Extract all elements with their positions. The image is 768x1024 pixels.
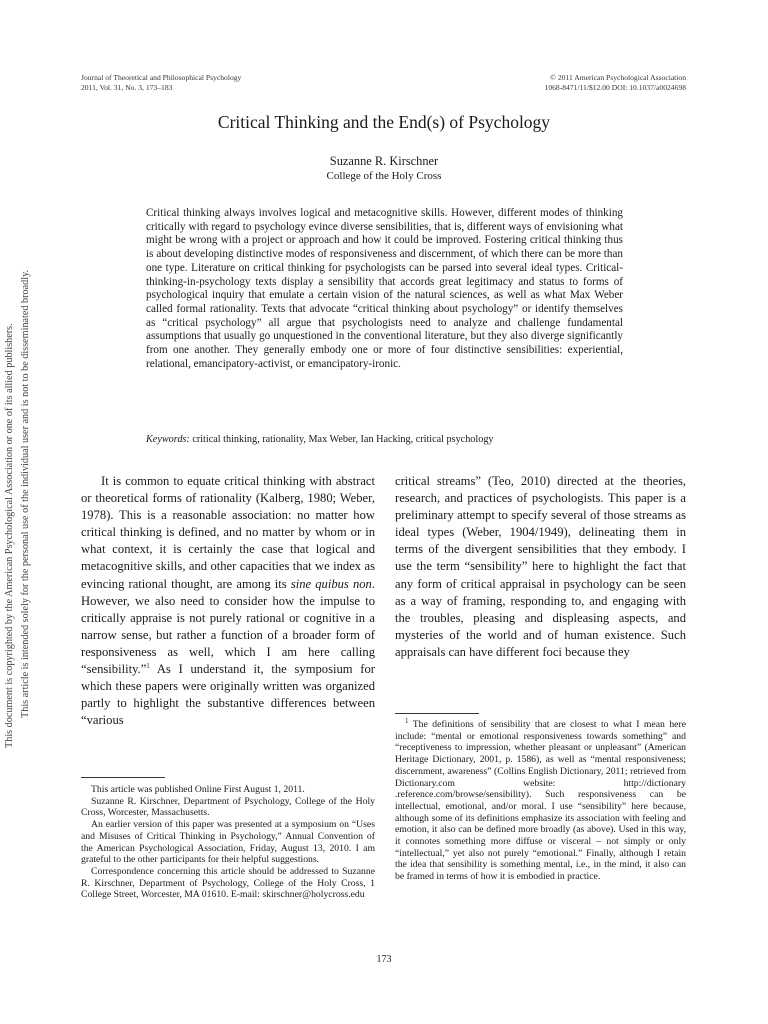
author-note-earlier-version: An earlier version of this paper was presented at a symposium on “Uses and Misuses of Critical Thinking in Psychology,” Annual Convention of the American Psychological Association, Friday, August 13, 2010. I am grateful to the other participants for their helpful suggestions.	[81, 819, 375, 866]
author-note-department: Suzanne R. Kirschner, Department of Psychology, College of the Holy Cross, Worcester, Massachusetts.	[81, 795, 375, 819]
body-paragraph-1	[81, 473, 375, 729]
abstract-text: Critical thinking always involves logical and metacognitive skills. However, different modes of thinking critically with regard to psychology evince diverse sensibilities, that is, different ways of envisioning what might be wrong with a project or approach and how it could be improved. Fostering critical thinking thus is about developing distinctive modes of responsiveness and discernment, of which there can be more than one type. Literature on critical thinking for psychologists can be parsed into several ideal types. Critical-thinking-in-psychology texts display a sensibility that accords great legitimacy and status to forms of psychological inquiry that emulate a certain vision of the natural sciences, as well as what Max Weber called formal rationality. Texts that advocate “critical thinking about psychology” or identify themselves as “critical psychology” all argue that psychologists need to analyze and challenge fundamental assumptions that usually go unquestioned in the conventional literature, but they also diverge significantly from one another. They generally embody one or more of four distinctive sensibilities: experiential, relational, emancipatory-activist, or emancipatory-ironic.	[146, 207, 623, 370]
body-text: It is common to equate critical thinking with abstract or theoretical forms of rationality (Kalberg, 1980; Weber, 1978). This is a reasonable association: no matter how critical thinking is defined, and no matter by whom or in what context, it is certainly the case that logical and metacognitive skills, and other capacities that we index as evincing rational thought, are among its	[81, 474, 375, 591]
body-column-left	[81, 473, 375, 729]
doi-line: 1068-8471/11/$12.00 DOI: 10.1037/a0024698	[544, 82, 686, 92]
article-title: Critical Thinking and the End(s) of Psychology	[217, 112, 551, 132]
footnote-marker[interactable]: 1	[146, 661, 150, 670]
footnote-1-marker: 1	[405, 716, 409, 725]
keywords-text: critical thinking, rationality, Max Weber, Ian Hacking, critical psychology	[192, 434, 494, 445]
copyright-header	[545, 73, 686, 92]
footnote-rule-right	[395, 713, 479, 714]
footnote-rule-left	[81, 777, 165, 778]
footnote-1-text: The definitions of sensibility that are closest to what I mean here include: “mental or emotional responsiveness towards something” and “receptiveness to impression, whether pleasant or unpleasant” (American Heritage Dictionary, 2001, p. 1586), as well as “mental responsiveness; discernment, awareness” (Collins English Dictionary, 2011; retrieved from Dictionary.com website: http://dictionary .reference.com/browse/sensibility). Such responsiveness can be intellectual, emotional, and/or moral. I use “sensibility” here because, although some of its definitions emphasize its association with feeling and emotion, it also can be defined more broadly (as above). Used in this way, it connotes something more diffuse or visceral – not simply or only “intellectual,” yet also not purely “emotional.” Finally, although I retain the idea that sensibility is something mental, i.e., in the mind, it also can be framed in terms of how it is embodied in practice.	[395, 719, 686, 883]
keywords-label: Keywords:	[146, 434, 190, 445]
body-column-right	[395, 473, 686, 661]
copyright-line: © 2011 American Psychological Association	[550, 73, 686, 82]
body-paragraph-2: critical streams” (Teo, 2010) directed at the theories, research, and practices of psychologists. This paper is a preliminary attempt to specify several of those streams as ideal types (Weber, 1904/1949), delineating them in terms of the divergent sensibilities that they embody. I use the term “sensibility” here to highlight the fact that any form of critical appraisal in psychology can be seen as a way of framing, responding to, and engaging with the troubles, pleasing and displeasing aspects, and mysteries of the world and of human existence. Such appraisals can have different foci because they	[395, 474, 686, 659]
side-copyright-notice-2: This article is intended solely for the personal use of the individual user and is not to be disseminated broadly.	[20, 269, 31, 718]
page-number: 173	[376, 954, 392, 965]
body-text: As I understand it, the symposium for which these papers were originally written was organized partly to highlight the substantive differences between “various	[81, 662, 375, 728]
journal-header	[81, 73, 241, 92]
footnote-1-paragraph	[395, 716, 686, 883]
journal-name: Journal of Theoretical and Philosophical Psychology	[81, 73, 242, 82]
author-note-published: This article was published Online First August 1, 2011.	[91, 784, 305, 795]
author-affiliation: College of the Holy Cross	[326, 170, 442, 182]
author-name: Suzanne R. Kirschner	[329, 154, 439, 168]
author-note-correspondence: Correspondence concerning this article should be addressed to Suzanne R. Kirschner, Department of Psychology, College of the Holy Cross, 1 College Street, Worcester, MA 01610. E-mail: skirschner@holycross.edu	[81, 865, 375, 901]
footnote-1	[395, 716, 686, 883]
body-text: . However, we also need to consider how the impulse to critically appraise is not purely rational or cognitive in a narrow sense, but rather a function of a broader form of responsiveness as well, which I am here calling “sensibility.”	[81, 576, 375, 677]
author-note	[81, 784, 375, 901]
side-copyright-notice-1: This document is copyrighted by the American Psychological Association or one of its allied publishers.	[4, 323, 15, 748]
journal-issue: 2011, Vol. 31, No. 3, 173–183	[81, 82, 173, 92]
abstract	[146, 207, 623, 371]
keywords	[146, 433, 623, 446]
body-italic-text: sine quibus non	[290, 576, 372, 591]
